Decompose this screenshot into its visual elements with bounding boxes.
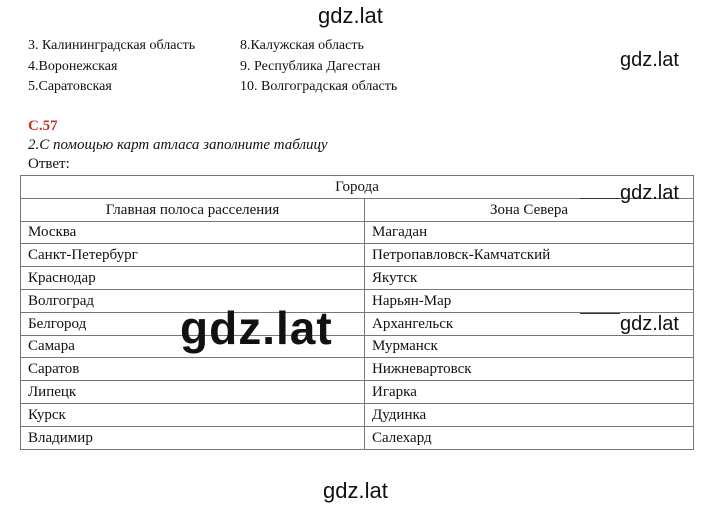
section-heading: С.57 (28, 118, 58, 134)
column-header: Зона Севера (365, 198, 694, 221)
table-cell: Нижневартовск (365, 358, 694, 381)
table-cell: Волгоград (21, 289, 365, 312)
region-item: 8.Калужская область (240, 38, 364, 53)
table-cell: Краснодар (21, 267, 365, 290)
table-cell: Мурманск (365, 335, 694, 358)
table-cell: Санкт-Петербург (21, 244, 365, 267)
table-row (21, 221, 694, 244)
region-item: 10. Волгоградская область (240, 79, 398, 94)
table-cell: Липецк (21, 381, 365, 404)
table-row (21, 312, 694, 335)
table-cell: Дудинка (365, 403, 694, 426)
table-row (21, 289, 694, 312)
table-row (21, 244, 694, 267)
table-cell: Москва (21, 221, 365, 244)
table-row (21, 267, 694, 290)
table-cell: Нарьян-Мар (365, 289, 694, 312)
region-item: 9. Республика Дагестан (240, 58, 381, 74)
region-item: 3. Калининградская область (28, 38, 196, 53)
task-text: 2.С помощью карт атласа заполните таблицу (28, 137, 328, 153)
table-cell: Самара (21, 335, 365, 358)
regions-row (28, 77, 448, 98)
watermark-right-1: gdz.lat (620, 49, 679, 71)
table-cell: Магадан (365, 221, 694, 244)
region-item: 4.Воронежская (28, 58, 118, 74)
watermark-right-2: gdz.lat (620, 182, 679, 204)
table-cell: Архангельск (365, 312, 694, 335)
watermark-right-3: gdz.lat (620, 313, 679, 335)
table-row (21, 358, 694, 381)
table-row (21, 381, 694, 404)
answer-label: Ответ: (28, 156, 70, 172)
region-item: 5.Саратовская (28, 79, 112, 94)
watermark-bottom: gdz.lat (323, 478, 388, 503)
table-caption: Города (21, 176, 694, 199)
table-cell: Якутск (365, 267, 694, 290)
watermark-top: gdz.lat (318, 3, 383, 28)
watermark-underline (580, 313, 620, 314)
table-row (21, 426, 694, 449)
regions-row (28, 57, 448, 78)
table-cell: Салехард (365, 426, 694, 449)
table-cell: Курск (21, 403, 365, 426)
column-header: Главная полоса расселения (21, 198, 365, 221)
watermark-large: gdz.lat (180, 302, 333, 354)
table-caption-row (21, 176, 694, 199)
table-cell: Владимир (21, 426, 365, 449)
table-cell: Петропавловск-Камчатский (365, 244, 694, 267)
table-cell: Саратов (21, 358, 365, 381)
table-cell: Белгород (21, 312, 365, 335)
regions-row (28, 36, 448, 57)
table-row (21, 403, 694, 426)
watermark-underline (580, 198, 620, 199)
table-row (21, 335, 694, 358)
table-cell: Игарка (365, 381, 694, 404)
table-header-row (21, 198, 694, 221)
regions-list (28, 36, 448, 98)
